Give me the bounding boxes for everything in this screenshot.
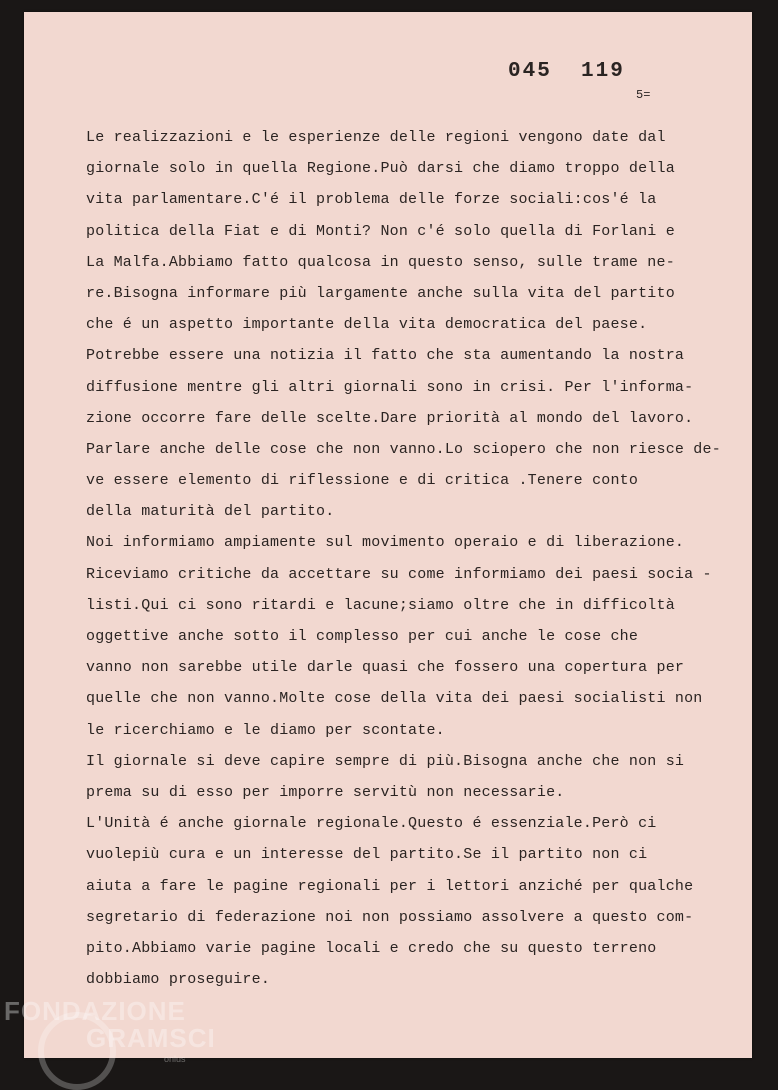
text-line: Le realizzazioni e le esperienze delle regioni vengono date dal	[86, 129, 666, 146]
text-line: vita parlamentare.C'é il problema delle forze sociali:cos'é la	[86, 191, 657, 209]
typed-text-body	[86, 122, 758, 995]
watermark-line-2: GRAMSCI	[86, 1023, 216, 1053]
text-line: ve essere elemento di riflessione e di critica .Tenere conto	[86, 472, 639, 490]
text-line: pito.Abbiamo varie pagine locali e credo che su questo terreno	[86, 939, 657, 957]
text-line: della maturità del partito.	[86, 503, 335, 521]
text-line: che é un aspetto importante della vita democratica del paese.	[86, 316, 648, 334]
text-line: Potrebbe essere una notizia il fatto che sta aumentando la nostra	[86, 347, 685, 365]
text-line: politica della Fiat e di Monti? Non c'é solo quella di Forlani e	[86, 222, 675, 240]
text-line: Noi informiamo ampiamente sul movimento operaio e di liberazione.	[86, 534, 685, 552]
text-line: le ricerchiamo e le diamo per scontate.	[86, 721, 445, 739]
page-subnumber: 5=	[636, 88, 651, 102]
text-line: Parlare anche delle cose che non vanno.Lo sciopero che non riesce de-	[86, 440, 721, 458]
text-line: Riceviamo critiche da accettare su come informiamo dei paesi socia -	[86, 565, 712, 583]
text-line: giornale solo in quella Regione.Può darsi che diamo troppo della	[86, 160, 675, 178]
text-line: segretario di federazione noi non possiamo assolvere a questo com-	[86, 908, 694, 926]
text-line: oggettive anche sotto il complesso per cui anche le cose che	[86, 628, 639, 645]
watermark-line-3: onlus	[164, 1054, 186, 1064]
text-line: diffusione mentre gli altri giornali sono in crisi. Per l'informa-	[86, 378, 694, 396]
watermark-line-1: FONDAZIONE	[4, 996, 186, 1026]
text-line: quelle che non vanno.Molte cose della vita dei paesi socialisti non	[86, 690, 703, 708]
text-line: Il giornale si deve capire sempre di più.Bisogna anche che non si	[86, 752, 685, 770]
text-line: vanno non sarebbe utile darle quasi che fossero una copertura per	[86, 659, 685, 677]
text-line: zione occorre fare delle scelte.Dare priorità al mondo del lavoro.	[86, 409, 694, 427]
fondazione-gramsci-watermark	[4, 996, 216, 1064]
document-page	[24, 12, 752, 1058]
text-line: aiuta a fare le pagine regionali per i lettori anziché per qualche	[86, 877, 694, 895]
text-line: vuolepiù cura e un interesse del partito.Se il partito non ci	[86, 846, 648, 864]
text-line: re.Bisogna informare più largamente anche sulla vita del partito	[86, 284, 675, 302]
text-line: listi.Qui ci sono ritardi e lacune;siamo oltre che in difficoltà	[86, 596, 675, 614]
text-line: L'Unità é anche giornale regionale.Questo é essenziale.Però ci	[86, 815, 657, 833]
watermark-circle-icon	[38, 1012, 116, 1090]
text-line: La Malfa.Abbiamo fatto qualcosa in questo senso, sulle trame ne-	[86, 253, 675, 271]
archive-page-number: 045 119	[508, 60, 625, 83]
text-line: dobbiamo proseguire.	[86, 971, 271, 989]
text-line: prema su di esso per imporre servitù non necessarie.	[86, 783, 565, 801]
